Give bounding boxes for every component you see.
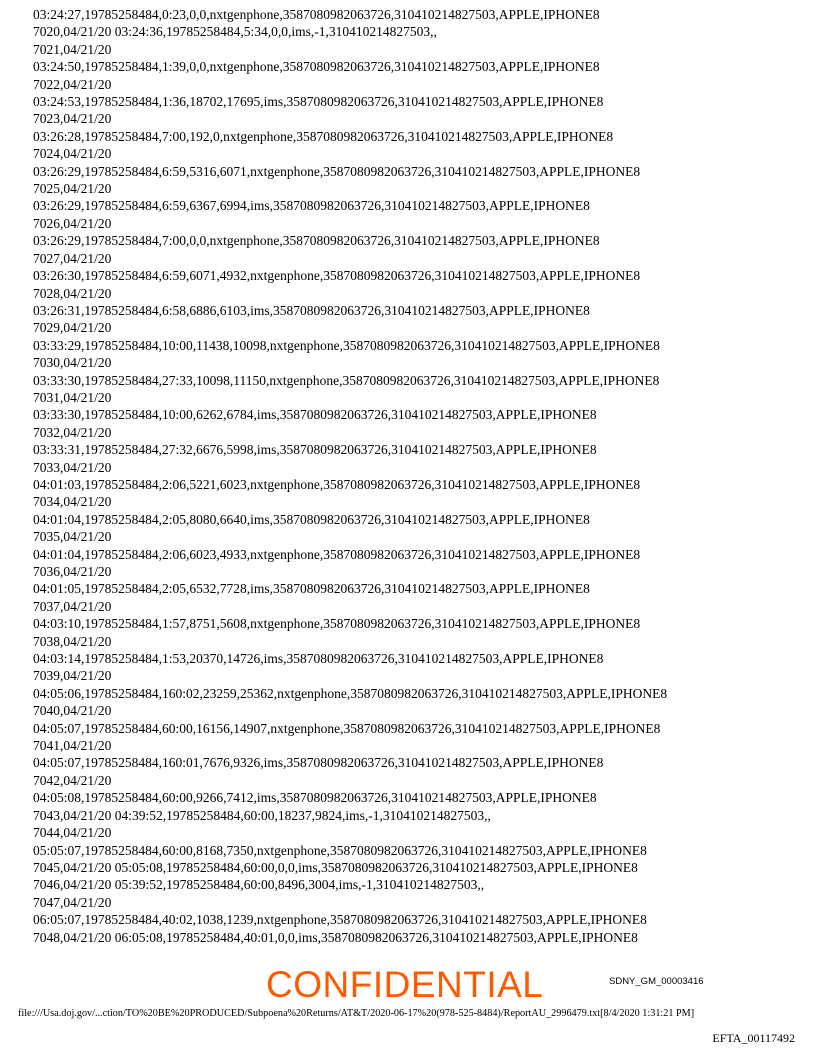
record [33,197,813,232]
record [33,546,813,581]
record [33,754,813,789]
record [33,580,813,615]
record-line: 7029,04/21/20 [33,320,112,336]
record-line: 7038,04/21/20 [33,633,112,649]
record [33,650,813,685]
confidential-stamp: CONFIDENTIAL [266,964,544,1005]
record [33,128,813,163]
record-line: 7044,04/21/20 [33,825,112,841]
record [33,93,813,128]
record-line: 7030,04/21/20 [33,355,112,371]
file-path: file:///Usa.doj.gov/...ction/TO%20BE%20PRODUCED/Subpoena%20Returns/AT&T/2020-06-17%20(978-525-8484)/ReportAU_2996479.txt[8/4/2020 1:31:21 PM] [18,1008,695,1019]
record [33,615,813,650]
record-line: 03:26:28,19785258484,7:00,192,0,nxtgenphone,3587080982063726,310410214827503,APPLE,IPHONE8 [33,128,614,144]
record-list [33,6,813,946]
record-line: 04:05:08,19785258484,60:00,9266,7412,ims,3587080982063726,310410214827503,APPLE,IPHONE8 [33,790,597,806]
record [33,267,813,302]
record-line: 7034,04/21/20 [33,494,112,510]
record-line: 04:01:04,19785258484,2:06,6023,4933,nxtgenphone,3587080982063726,310410214827503,APPLE,IPHONE8 [33,546,641,562]
record-line: 04:05:07,19785258484,160:01,7676,9326,ims,3587080982063726,310410214827503,APPLE,IPHONE8 [33,755,604,771]
record-line: 7042,04/21/20 [33,772,112,788]
record [33,476,813,511]
record-line: 7033,04/21/20 [33,459,112,475]
record-line: 7023,04/21/20 [33,111,112,127]
record-line: 7047,04/21/20 [33,894,112,910]
bates-number: SDNY_GM_00003416 [609,976,704,987]
record-line: 03:26:29,19785258484,7:00,0,0,nxtgenphone,3587080982063726,310410214827503,APPLE,IPHONE8 [33,233,600,249]
record-line: 7043,04/21/20 04:39:52,19785258484,60:00,18237,9824,ims,-1,310410214827503,, [33,807,491,823]
record-line: 04:05:07,19785258484,60:00,16156,14907,nxtgenphone,3587080982063726,310410214827503,APPLE,IPHONE8 [33,720,661,736]
record-line: 7041,04/21/20 [33,738,112,754]
record-line: 04:03:14,19785258484,1:53,20370,14726,ims,3587080982063726,310410214827503,APPLE,IPHONE8 [33,651,604,667]
record-line: 03:33:29,19785258484,10:00,11438,10098,nxtgenphone,3587080982063726,310410214827503,APPLE,IPHONE8 [33,337,660,353]
record-line: 03:26:29,19785258484,6:59,6367,6994,ims,3587080982063726,310410214827503,APPLE,IPHONE8 [33,198,590,214]
record-line: 03:24:27,19785258484,0:23,0,0,nxtgenphone,3587080982063726,310410214827503,APPLE,IPHONE8 [33,7,600,22]
record [33,685,813,720]
record-line: 7037,04/21/20 [33,598,112,614]
record-line: 7026,04/21/20 [33,215,112,231]
record-line: 04:03:10,19785258484,1:57,8751,5608,nxtgenphone,3587080982063726,310410214827503,APPLE,IPHONE8 [33,616,641,632]
record-line: 7022,04/21/20 [33,76,112,92]
record-line: 03:24:50,19785258484,1:39,0,0,nxtgenphone,3587080982063726,310410214827503,APPLE,IPHONE8 [33,59,600,75]
record-line: 7024,04/21/20 [33,146,112,162]
record-line: 7045,04/21/20 05:05:08,19785258484,60:00,0,0,ims,3587080982063726,310410214827503,APPLE,IPHONE8 [33,859,638,875]
record [33,911,813,946]
efta-number: EFTA_00117492 [712,1031,795,1045]
record [33,372,813,407]
record-line: 7028,04/21/20 [33,285,112,301]
record-line: 7039,04/21/20 [33,668,112,684]
record [33,842,813,912]
record [33,441,813,476]
record-line: 05:05:07,19785258484,60:00,8168,7350,nxtgenphone,3587080982063726,310410214827503,APPLE,IPHONE8 [33,842,647,858]
record-line: 7021,04/21/20 [33,41,112,57]
record [33,720,813,755]
record-line: 03:26:29,19785258484,6:59,5316,6071,nxtgenphone,3587080982063726,310410214827503,APPLE,IPHONE8 [33,163,641,179]
record [33,163,813,198]
record-line: 7046,04/21/20 05:39:52,19785258484,60:00,8496,3004,ims,-1,310410214827503,, [33,877,485,893]
record-line: 7032,04/21/20 [33,424,112,440]
record [33,337,813,372]
record-line: 7025,04/21/20 [33,181,112,197]
record-line: 7020,04/21/20 03:24:36,19785258484,5:34,0,0,ims,-1,310410214827503,, [33,24,437,40]
record [33,406,813,441]
record-line: 04:01:04,19785258484,2:05,8080,6640,ims,3587080982063726,310410214827503,APPLE,IPHONE8 [33,511,590,527]
record-line: 04:05:06,19785258484,160:02,23259,25362,nxtgenphone,3587080982063726,310410214827503,APPLE,IPHONE8 [33,685,668,701]
record-line: 03:26:30,19785258484,6:59,6071,4932,nxtgenphone,3587080982063726,310410214827503,APPLE,IPHONE8 [33,268,641,284]
record [33,6,813,58]
record [33,232,813,267]
record [33,302,813,337]
record-line: 04:01:03,19785258484,2:06,5221,6023,nxtgenphone,3587080982063726,310410214827503,APPLE,IPHONE8 [33,476,641,492]
record-line: 7027,04/21/20 [33,250,112,266]
record-line: 7048,04/21/20 06:05:08,19785258484,40:01,0,0,ims,3587080982063726,310410214827503,APPLE,IPHONE8 [33,929,638,945]
record-line: 03:26:31,19785258484,6:58,6886,6103,ims,3587080982063726,310410214827503,APPLE,IPHONE8 [33,302,590,318]
record-line: 7040,04/21/20 [33,703,112,719]
record-line: 03:33:31,19785258484,27:32,6676,5998,ims,3587080982063726,310410214827503,APPLE,IPHONE8 [33,442,597,458]
record-line: 7035,04/21/20 [33,529,112,545]
record-line: 03:33:30,19785258484,10:00,6262,6784,ims,3587080982063726,310410214827503,APPLE,IPHONE8 [33,407,597,423]
record [33,511,813,546]
record-line: 03:33:30,19785258484,27:33,10098,11150,nxtgenphone,3587080982063726,310410214827503,APPLE,IPHONE8 [33,372,660,388]
record-line: 7036,04/21/20 [33,564,112,579]
record [33,58,813,93]
record [33,789,813,841]
record-line: 06:05:07,19785258484,40:02,1038,1239,nxtgenphone,3587080982063726,310410214827503,APPLE,IPHONE8 [33,912,647,928]
record-line: 03:24:53,19785258484,1:36,18702,17695,ims,3587080982063726,310410214827503,APPLE,IPHONE8 [33,94,604,110]
record-line: 04:01:05,19785258484,2:05,6532,7728,ims,3587080982063726,310410214827503,APPLE,IPHONE8 [33,581,590,597]
record-line: 7031,04/21/20 [33,389,112,405]
